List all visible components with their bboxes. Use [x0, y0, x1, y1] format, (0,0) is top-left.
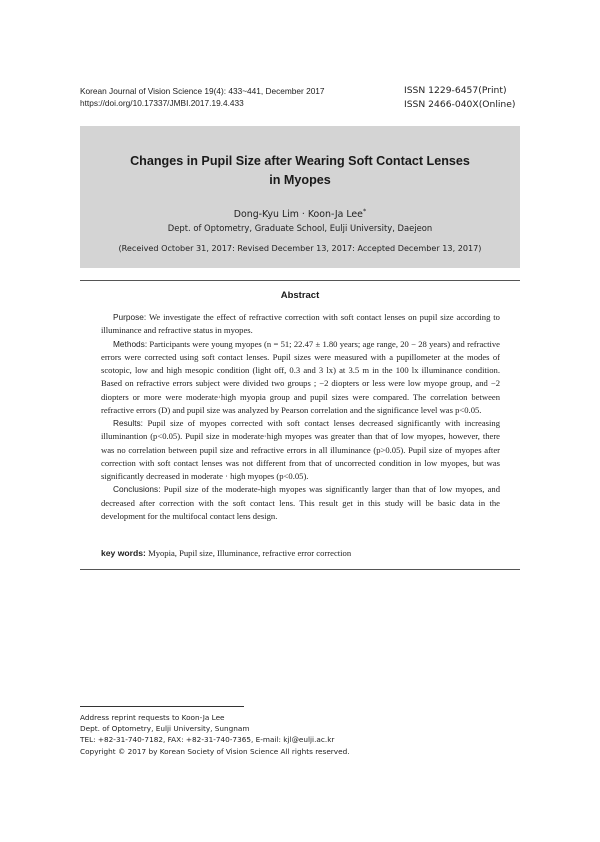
- title-block: [80, 126, 520, 268]
- author-list: [80, 205, 520, 221]
- doi-link[interactable]: https://doi.org/10.17337/JMBI.2017.19.4.433: [80, 98, 244, 108]
- abstract-results: [101, 417, 500, 483]
- purpose-text: We investigate the effect of refractive correction with soft contact lenses on pupil size according to illuminance and refractive status in myopes.: [101, 312, 500, 336]
- received-dates: (Received October 31, 2017: Revised December 13, 2017: Accepted December 13, 2017): [118, 243, 482, 253]
- abstract-methods: [101, 338, 500, 418]
- title-line-1: Changes in Pupil Size after Wearing Soft Contact Lenses: [130, 154, 470, 168]
- abstract-body: [101, 311, 500, 523]
- conclusions-label: Conclusions:: [113, 484, 161, 495]
- keywords-label: key words:: [101, 548, 146, 558]
- authors-text: Dong-Kyu Lim · Koon-Ja Lee: [233, 209, 363, 221]
- corresponding-author-mark: *: [362, 207, 367, 215]
- journal-header: [80, 85, 325, 109]
- results-text: Pupil size of myopes corrected with soft contact lenses decreased significantly with increasing illuminantion (p<0.05). Pupil size in moderate·high myopes was greater than that of low myopes, however, there was no correlation between pupil size and refractive errors in all illuminance (p>0.05). Pupil size of myopes after correction with soft contact lenses was not different from that of uncorrected condition in low myopes, but was significantly decreased in moderate · high myopes (p<0.05).: [101, 418, 500, 481]
- abstract-bottom-rule: [80, 569, 520, 570]
- issn-online: ISSN 2466-040X(Online): [404, 98, 516, 110]
- affiliation: Dept. of Optometry, Graduate School, Eulji University, Daejeon: [167, 223, 433, 233]
- conclusions-text: Pupil size of the moderate-high myopes was significantly larger than that of low myopes, and decreased after correction with the soft contact lens. This result get in this study will be basic data in the development for the multifocal contact lens design.: [101, 484, 500, 521]
- footnote-copyright: Copyright © 2017 by Korean Society of Vision Science All rights reserved.: [80, 746, 350, 756]
- abstract-conclusions: [101, 483, 500, 523]
- footnote-address: Address reprint requests to Koon-Ja Lee: [80, 713, 225, 722]
- methods-label: Methods:: [113, 338, 148, 349]
- paper-title: [80, 152, 520, 190]
- abstract-top-rule: [80, 280, 520, 281]
- issn-block: [404, 84, 516, 111]
- journal-citation: Korean Journal of Vision Science 19(4): 433~441, December 2017: [80, 86, 325, 96]
- methods-text: Participants were young myopes (n = 51; 22.47 ± 1.80 years; age range, 20 − 28 years) and refractive errors were corrected using soft contact lenses. Pupil sizes were measured with a pupillometer at the modes of scotopic, low and high mesopic condition (light off, 0.3 and 3 lx) at 3.5 m in the 100 lx illuminance condition. Based on refractive errors subject were divided two groups ; −2 diopters or less were low myope group, and −2 diopters or more were moderate·high myopia group and pupil sizes were compared. The correlation between refractive errors (D) and pupil size was analyzed by Pearson correlation and the significance level was p<0.05.: [101, 338, 500, 415]
- keywords-text: Myopia, Pupil size, Illuminance, refractive error correction: [148, 548, 352, 558]
- footnote-contact: TEL: +82-31-740-7182, FAX: +82-31-740-7365, E-mail: kjl@eulji.ac.kr: [80, 735, 335, 745]
- issn-print: ISSN 1229-6457(Print): [404, 85, 507, 96]
- footnote-dept: Dept. of Optometry, Eulji University, Sungnam: [80, 724, 250, 734]
- correspondence-footnote: [80, 712, 350, 757]
- abstract-heading: Abstract: [280, 290, 320, 301]
- keywords-line: [101, 548, 500, 558]
- results-label: Results:: [113, 418, 143, 428]
- title-line-2: in Myopes: [269, 173, 331, 187]
- footnote-rule: [80, 706, 244, 707]
- purpose-label: Purpose:: [113, 312, 147, 322]
- abstract-purpose: [101, 311, 500, 338]
